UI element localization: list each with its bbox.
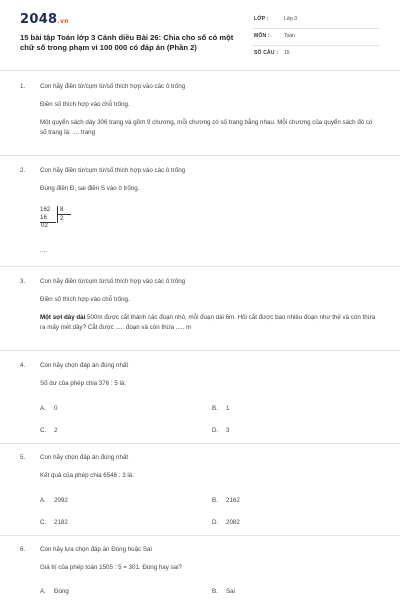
question-number: 5. xyxy=(20,454,26,461)
answer-option-b[interactable] xyxy=(212,404,229,414)
question-number: 6. xyxy=(20,546,26,553)
answer-option-b[interactable] xyxy=(212,587,235,597)
meta-value: Toán xyxy=(284,33,295,39)
question-number: 3. xyxy=(20,278,26,285)
option-letter: D. xyxy=(212,519,219,526)
logo-text: 2048 xyxy=(20,12,58,27)
division-dividend: 162 xyxy=(40,206,51,213)
question-prompt: Con hãy điền từ/cụm từ/số thích hợp vào các ô trống xyxy=(40,278,186,285)
question-divider xyxy=(0,535,400,536)
question-body-text: 500m được cắt thành các đoạn nhỏ, mỗi đoạn dài 6m. Hỏi cắt được bao nhiêu đoạn như thế và còn thừa ra mấy mét dây? Cắt được ..... đoạn và còn thừa ..... m xyxy=(40,314,376,331)
question-prompt: Con hãy chọn đáp án đúng nhất xyxy=(40,362,129,369)
question-2 xyxy=(20,166,390,266)
option-letter: B. xyxy=(212,405,218,412)
answer-option-a[interactable] xyxy=(40,496,68,506)
site-logo[interactable] xyxy=(20,12,69,27)
question-divider xyxy=(0,443,400,444)
option-letter: B. xyxy=(212,588,218,595)
answer-option-c[interactable] xyxy=(40,426,57,436)
answer-option-a[interactable] xyxy=(40,404,57,414)
option-letter: C. xyxy=(40,519,47,526)
option-letter: C. xyxy=(40,427,47,434)
meta-label: MÔN : xyxy=(254,33,270,39)
question-prompt: Con hãy chọn đáp án đúng nhất xyxy=(40,454,129,461)
meta-table xyxy=(252,12,380,63)
option-letter: D. xyxy=(212,427,219,434)
logo-suffix: .vn xyxy=(57,18,69,25)
option-letter: B. xyxy=(212,497,218,504)
meta-value: Lớp 3 xyxy=(284,16,298,22)
option-text: 0 xyxy=(54,405,58,412)
question-instruction: Kết quả của phép chia 6546 : 3 là: xyxy=(40,472,134,479)
long-division xyxy=(40,206,80,230)
question-3 xyxy=(20,277,390,349)
meta-row-grade xyxy=(252,12,380,29)
meta-row-count xyxy=(252,46,380,63)
question-number: 1. xyxy=(20,83,26,90)
option-letter: A. xyxy=(40,588,46,595)
question-instruction: Đúng điền Đ, sai điền S vào ô trống. xyxy=(40,185,140,192)
option-text: Sai xyxy=(226,588,235,595)
question-divider xyxy=(0,155,400,156)
question-4 xyxy=(20,361,390,441)
question-instruction: Số dư của phép chia 376 : 5 là: xyxy=(40,380,127,387)
question-number: 4. xyxy=(20,362,26,369)
option-text: 2 xyxy=(54,427,58,434)
question-instruction: Điền số thích hợp vào chỗ trống. xyxy=(40,296,130,303)
option-text: Đúng xyxy=(54,588,69,595)
option-letter: A. xyxy=(40,405,46,412)
division-quotient: 2 xyxy=(57,214,71,223)
question-5 xyxy=(20,453,390,533)
option-text: 2092 xyxy=(54,497,68,504)
question-body: Một quyển sách dày 306 trang và gồm 9 chương, mỗi chương có số trang bằng nhau. Mỗi chương của quyển sách đó có số trang là: .... trang xyxy=(40,119,373,136)
option-text: 2082 xyxy=(226,519,240,526)
meta-row-subject xyxy=(252,29,380,46)
division-subtrahend: 16 xyxy=(40,214,56,223)
question-1 xyxy=(20,82,390,152)
question-divider xyxy=(0,350,400,351)
meta-label: SỐ CÂU : xyxy=(254,50,279,56)
question-body-bold: Một sợi dây dài xyxy=(40,314,86,321)
question-number: 2. xyxy=(20,167,26,174)
answer-option-d[interactable] xyxy=(212,518,240,528)
option-text: 2162 xyxy=(226,497,240,504)
option-text: 1 xyxy=(226,405,230,412)
question-divider xyxy=(0,266,400,267)
question-instruction: Giá trị của phép toán 1505 : 5 = 301. Đúng hay sai? xyxy=(40,564,182,571)
answer-option-d[interactable] xyxy=(212,426,229,436)
question-body xyxy=(40,313,380,333)
question-prompt: Con hãy điền từ/cụm từ/số thích hợp vào các ô trống xyxy=(40,83,186,90)
header-divider xyxy=(0,70,400,71)
option-letter: A. xyxy=(40,497,46,504)
option-text: 2182 xyxy=(54,519,68,526)
answer-option-c[interactable] xyxy=(40,518,68,528)
question-prompt: Con hãy lựa chọn đáp án Đúng hoặc Sai xyxy=(40,546,152,553)
meta-value: 15 xyxy=(284,50,290,56)
division-divisor: 8 xyxy=(57,206,63,214)
question-6 xyxy=(20,545,390,597)
division-remainder: 02 xyxy=(41,222,48,229)
question-tail: .... xyxy=(40,247,47,254)
meta-label: LỚP : xyxy=(254,16,269,22)
question-prompt: Con hãy điền từ/cụm từ/số thích hợp vào các ô trống xyxy=(40,167,186,174)
answer-option-a[interactable] xyxy=(40,587,69,597)
page-header xyxy=(0,0,400,70)
question-instruction: Điền số thích hợp vào chỗ trống. xyxy=(40,101,130,108)
option-text: 3 xyxy=(226,427,230,434)
answer-option-b[interactable] xyxy=(212,496,240,506)
page-title: 15 bài tập Toán lớp 3 Cánh diều Bài 26: Chia cho số có một chữ số trong phạm vi 100 000 có đáp án (Phần 2) xyxy=(20,33,234,52)
